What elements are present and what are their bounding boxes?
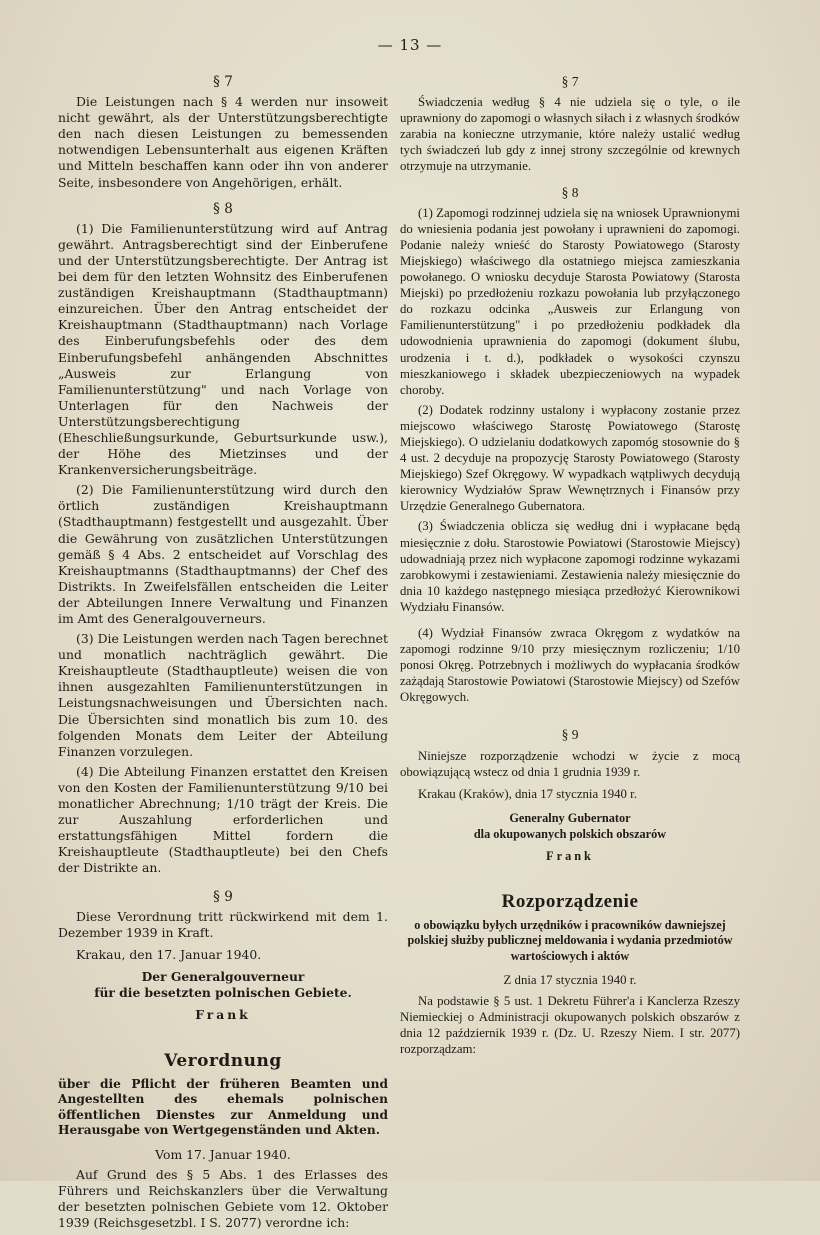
- ordinance-subtitle: über die Pflicht der früheren Beamten und Angestellten des ehemals polnischen öffentlichen Dienstes zur Anmeldung und Herausgabe von Wertgegenständen und Akten.: [58, 1076, 388, 1138]
- signature-title: Der Generalgouverneur: [141, 968, 305, 984]
- place-date: Krakau, den 17. Januar 1940.: [76, 946, 262, 962]
- ordinance-title: Rozporządzenie: [501, 890, 639, 912]
- section-heading: § 7: [213, 74, 233, 90]
- section-heading: § 9: [213, 888, 233, 905]
- paragraph: Niniejsze rozporządzenie wchodzi w życie z mocą obowiązującą wstecz od dnia 1 grudnia 1939 r.: [400, 748, 740, 779]
- ordinance-date: Vom 17. Januar 1940.: [155, 1146, 291, 1162]
- paragraph: Na podstawie § 5 ust. 1 Dekretu Führer'a i Kanclerza Rzeszy Niemieckiej o Administracji okupowanych polskich obszarów z dnia 12 październik 1939 r. (Dz. U. Rzeszy Niem. I str. 2077) rozporządzam:: [400, 993, 740, 1056]
- paragraph: (4) Die Abteilung Finanzen erstattet den Kreisen von den Kosten der Familienunterstützung 9/10 bei monatlicher Abrechnung; 1/10 trägt der Kreis. Die zur Auszahlung erforderlichen und erstattungsfähigen Mittel fordern die Kreishauptleute (Stadthauptleute) bei den Chefs der Distrikte an.: [58, 763, 388, 876]
- polish-column: [400, 72, 740, 1061]
- paragraph: Die Leistungen nach § 4 werden nur insoweit nicht gewährt, als der Unterstützungsberechtigte den nach diesen Leistungen zu bemessenden notwendigen Lebensunterhalt aus eigenen Kräften und Mitteln beschaffen kann oder ihn von anderer Seite, insbesondere von Angehörigen, erhält.: [58, 94, 388, 190]
- page-number: — 13 —: [377, 36, 443, 54]
- section-heading: § 8: [561, 184, 579, 200]
- paragraph: (1) Die Familienunterstützung wird auf Antrag gewährt. Antragsberechtigt sind der Einberufene und der Unterstützungsberechtigte. Der Antrag ist bei dem für den letzten Wohnsitz des Einberufenen zuständigen Kreishauptmann (Stadthauptmann) einzureichen. Über den Antrag entscheidet der Kreishauptmann (Stadthauptmann) nach Vorlage des Einberufungsbefehls oder des dem Einberufungsbefehl anhängenden Abschnittes „Ausweis zur Erlangung von Familienunterstützung" und nach Vorlage von Unterlagen für den Nachweis der Unterstützungsberechtigung (Eheschließungsurkunde, Geburtsurkunde usw.), der Höhe des Mietzinses und der Krankenversicherungsbeiträge.: [58, 220, 388, 478]
- section-heading: § 9: [561, 727, 579, 743]
- ordinance-date: Z dnia 17 stycznia 1940 r.: [503, 973, 637, 988]
- signature-name: Frank: [546, 848, 594, 863]
- signature-title: für die besetzten polnischen Gebiete.: [94, 984, 352, 1000]
- paragraph: Diese Verordnung tritt rückwirkend mit dem 1. Dezember 1939 in Kraft.: [58, 908, 388, 940]
- signature-title: dla okupowanych polskich obszarów: [473, 826, 667, 841]
- paragraph: (2) Dodatek rodzinny ustalony i wypłacony zostanie przez miejscowo właściwego Starostę Powiatowego (Starostę Miejskiego). O udzielaniu dodatkowych zapomóg stosownie do § 4 ust. 2 decyduje na propozycję Starosty Powiatowego (Starosty Miejskiego) Szef Okręgowy. W wypadkach wątpliwych decydują kierownicy Wydziałów Spraw Wewnętrznych i Finansów przy Urzędzie Generalnego Gubernatora.: [400, 402, 740, 514]
- ordinance-title: Verordnung: [164, 1050, 282, 1071]
- paragraph: (3) Świadczenia oblicza się według dni i wypłacane będą miesięcznie z dołu. Starostowie Powiatowi (Starostowie Miejscy) udowadniają przez nich wypłacone zapomogi rodzinne wykazami zarobkowymi i zestawieniami. Zestawienia należy miesięcznie do dnia 10 każdego następnego miesiąca przedłożyć Kierownikowi Wydziału Finansów.: [400, 519, 740, 614]
- paragraph: (4) Wydział Finansów zwraca Okręgom z wydatków na zapomogi rodzinne 9/10 przy miesięcznym rozliczeniu; 1/10 ponosi Okręg. Potrzebnych i możliwych do wypłacania środków zażądają Starostowie Powiatowi (Starostowie Miejscy) od Szefów Okręgowych.: [400, 626, 740, 705]
- paragraph: Świadczenia według § 4 nie udziela się o tyle, o ile uprawniony do zapomogi o własnych siłach i z własnych środków zarabia na konieczne utrzymanie, które należy ustalić według tych świadczeń lub gdy z innej strony szczególnie od krewnych otrzymuje na utrzymanie.: [400, 95, 740, 174]
- ordinance-subtitle: o obowiązku byłych urzędników i pracowników dawniejszej polskiej służby publicznej meldowania i wydania przedmiotów wartościowych i aktów: [407, 917, 733, 963]
- paragraph: (1) Zapomogi rodzinnej udziela się na wniosek Uprawnionymi do wniesienia podania jest powołany i uprawnieni do zapomogi. Podanie należy wnieść do Starosty Powiatowego (Starosty Miejskiego) właściwego dla ostatniego miejsca zamieszkania powołanego. O wniosku decyduje Starosta Powiatowy (Starosta Miejski) po przedłożeniu rozkazu powołania lub przyłączonego do rozkazu odcinka „Ausweis zur Erlangung von Familienunterstützung" i po przedłożeniu podkładek dla udowodnienia uprawnienia do zapomogi (dokument ślubu, urodzenia i t. d.), podkładek o wysokości czynszu mieszkaniowego i składek ubezpieczeniowych na wypadek choroby.: [400, 205, 740, 397]
- signature-name: Frank: [195, 1006, 251, 1022]
- german-column: [58, 72, 388, 1235]
- paragraph: Auf Grund des § 5 Abs. 1 des Erlasses des Führers und Reichskanzlers über die Verwaltung der besetzten polnischen Gebiete vom 12. Oktober 1939 (Reichsgesetzbl. I S. 2077) verordne ich:: [58, 1167, 388, 1231]
- section-heading: § 8: [213, 200, 233, 217]
- place-date: Krakau (Kraków), dnia 17 stycznia 1940 r.: [418, 786, 637, 801]
- paragraph: (2) Die Familienunterstützung wird durch den örtlich zuständigen Kreishauptmann (Stadthauptmann) festgestellt und ausgezahlt. Über die Gewährung von zusätzlichen Unterstützungen gemäß § 4 Abs. 2 entscheidet auf Vorschlag des Kreishauptmanns (Stadthauptmanns) der Chef des Distrikts. In Zweifelsfällen entscheiden die Leiter der Abteilungen Innere Verwaltung und Finanzen im Amt des Generalgouverneurs.: [58, 482, 388, 626]
- signature-title: Generalny Gubernator: [509, 810, 631, 825]
- section-heading: § 7: [561, 74, 579, 89]
- paragraph: (3) Die Leistungen werden nach Tagen berechnet und monatlich nachträglich gewährt. Die Kreishauptleute (Stadthauptleute) weisen die von ihnen ausgezahlten Familienunterstützungen in Leistungsnachweisungen und Übersichten nach. Die Übersichten sind monatlich bis zum 10. des folgenden Monats dem Leiter der Abteilung Finanzen vorzulegen.: [58, 631, 388, 759]
